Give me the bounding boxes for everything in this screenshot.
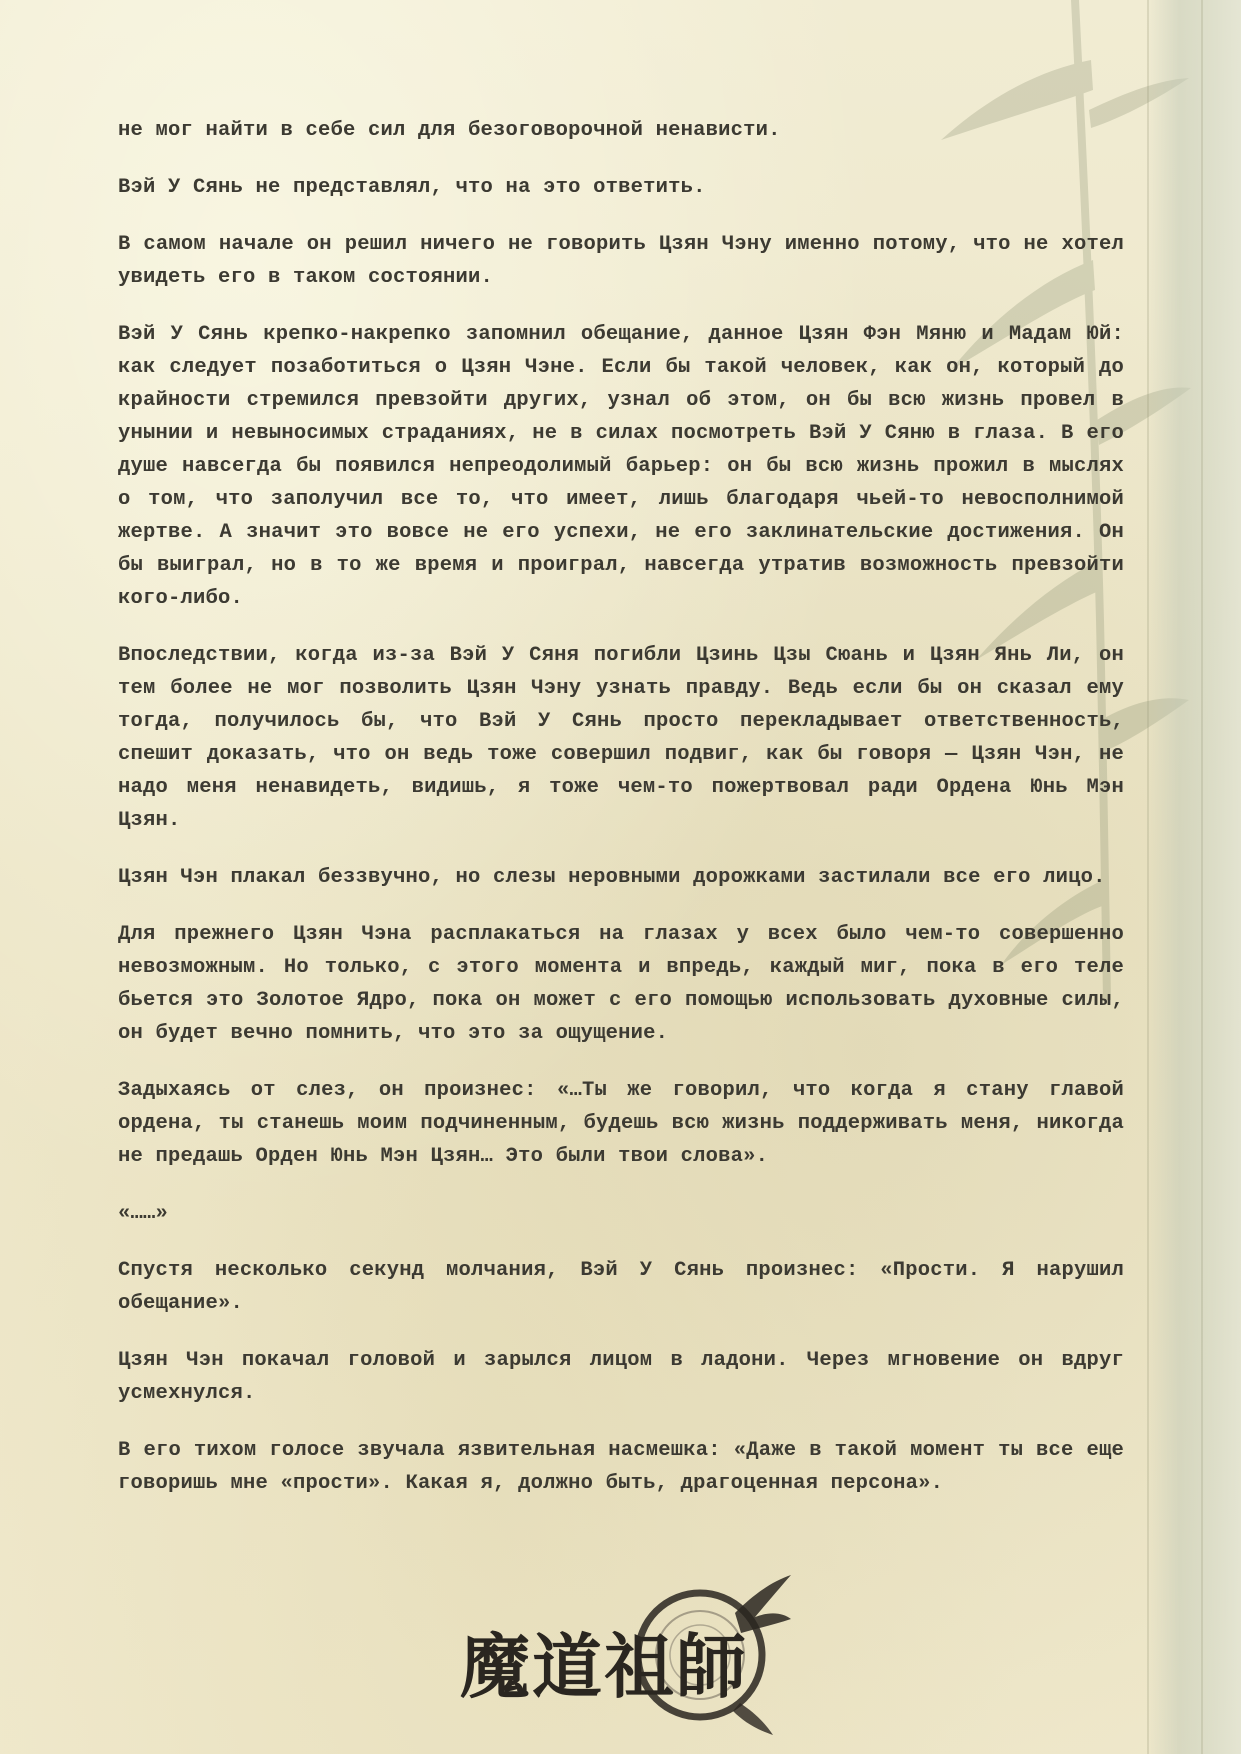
document-body <box>118 114 1124 1524</box>
calligraphy-logo-icon <box>455 1573 795 1738</box>
paragraph: Цзян Чэн покачал головой и зарылся лицом в ладони. Через мгновение он вдруг усмехнулся. <box>118 1349 1124 1405</box>
paragraph: Для прежнего Цзян Чэна расплакаться на глазах у всех было чем-то совершенно невозможным. Но только, с этого момента и впредь, каждый миг, пока в его теле бьется это Золотое Ядро, пока он может с его помощью использовать духовные силы, он будет вечно помнить, что это за ощущение. <box>118 923 1124 1045</box>
paragraph: Впоследствии, когда из-за Вэй У Сяня погибли Цзинь Цзы Сюань и Цзян Янь Ли, он тем более не мог позволить Цзян Чэну узнать правду. Ведь если бы он сказал ему тогда, получилось бы, что Вэй У Сянь просто перекладывает ответственность, спешит доказать, что он ведь тоже совершил подвиг, как бы говоря — Цзян Чэн, не надо меня ненавидеть, видишь, я тоже чем-то пожертвовал ради Ордена Юнь Мэн Цзян. <box>118 644 1124 832</box>
logo-text: 魔道祖師 <box>460 1625 748 1708</box>
page-edge-shade <box>1146 0 1241 1754</box>
paragraph: Цзян Чэн плакал беззвучно, но слезы неровными дорожками застилали все его лицо. <box>118 866 1106 889</box>
paragraph: не мог найти в себе сил для безоговорочной ненависти. <box>118 119 781 142</box>
paragraph: «……» <box>118 1202 169 1225</box>
paragraph: В самом начале он решил ничего не говорить Цзян Чэну именно потому, что не хотел увидеть его в таком состоянии. <box>118 233 1124 289</box>
paragraph: Спустя несколько секунд молчания, Вэй У Сянь произнес: «Прости. Я нарушил обещание». <box>118 1259 1124 1315</box>
paragraph: Задыхаясь от слез, он произнес: «…Ты же говорил, что когда я стану главой ордена, ты станешь моим подчиненным, будешь всю жизнь поддерживать меня, никогда не предашь Орден Юнь Мэн Цзян… Это были твои слова». <box>118 1079 1124 1168</box>
page-edge-line <box>1201 0 1203 1754</box>
paragraph: В его тихом голосе звучала язвительная насмешка: «Даже в такой момент ты все еще говоришь мне «прости». Какая я, должно быть, драгоценная персона». <box>118 1439 1124 1495</box>
paragraph: Вэй У Сянь не представлял, что на это ответить. <box>118 176 706 199</box>
paragraph: Вэй У Сянь крепко-накрепко запомнил обещание, данное Цзян Фэн Мяню и Мадам Юй: как следует позаботиться о Цзян Чэне. Если бы такой человек, как он, который до крайности стремился превзойти других, узнал об этом, он бы всю жизнь провел в унынии и невыносимых страданиях, не в силах посмотреть Вэй У Сяню в глаза. В его душе навсегда бы появился непреодолимый барьер: он бы всю жизнь прожил в мыслях о том, что заполучил все то, что имеет, лишь благодаря чьей-то невосполнимой жертве. А значит это вовсе не его успехи, не его заклинательские достижения. Он бы выиграл, но в то же время и проиграл, навсегда утратив возможность превзойти кого-либо. <box>118 323 1124 610</box>
page-edge-line <box>1147 0 1149 1754</box>
